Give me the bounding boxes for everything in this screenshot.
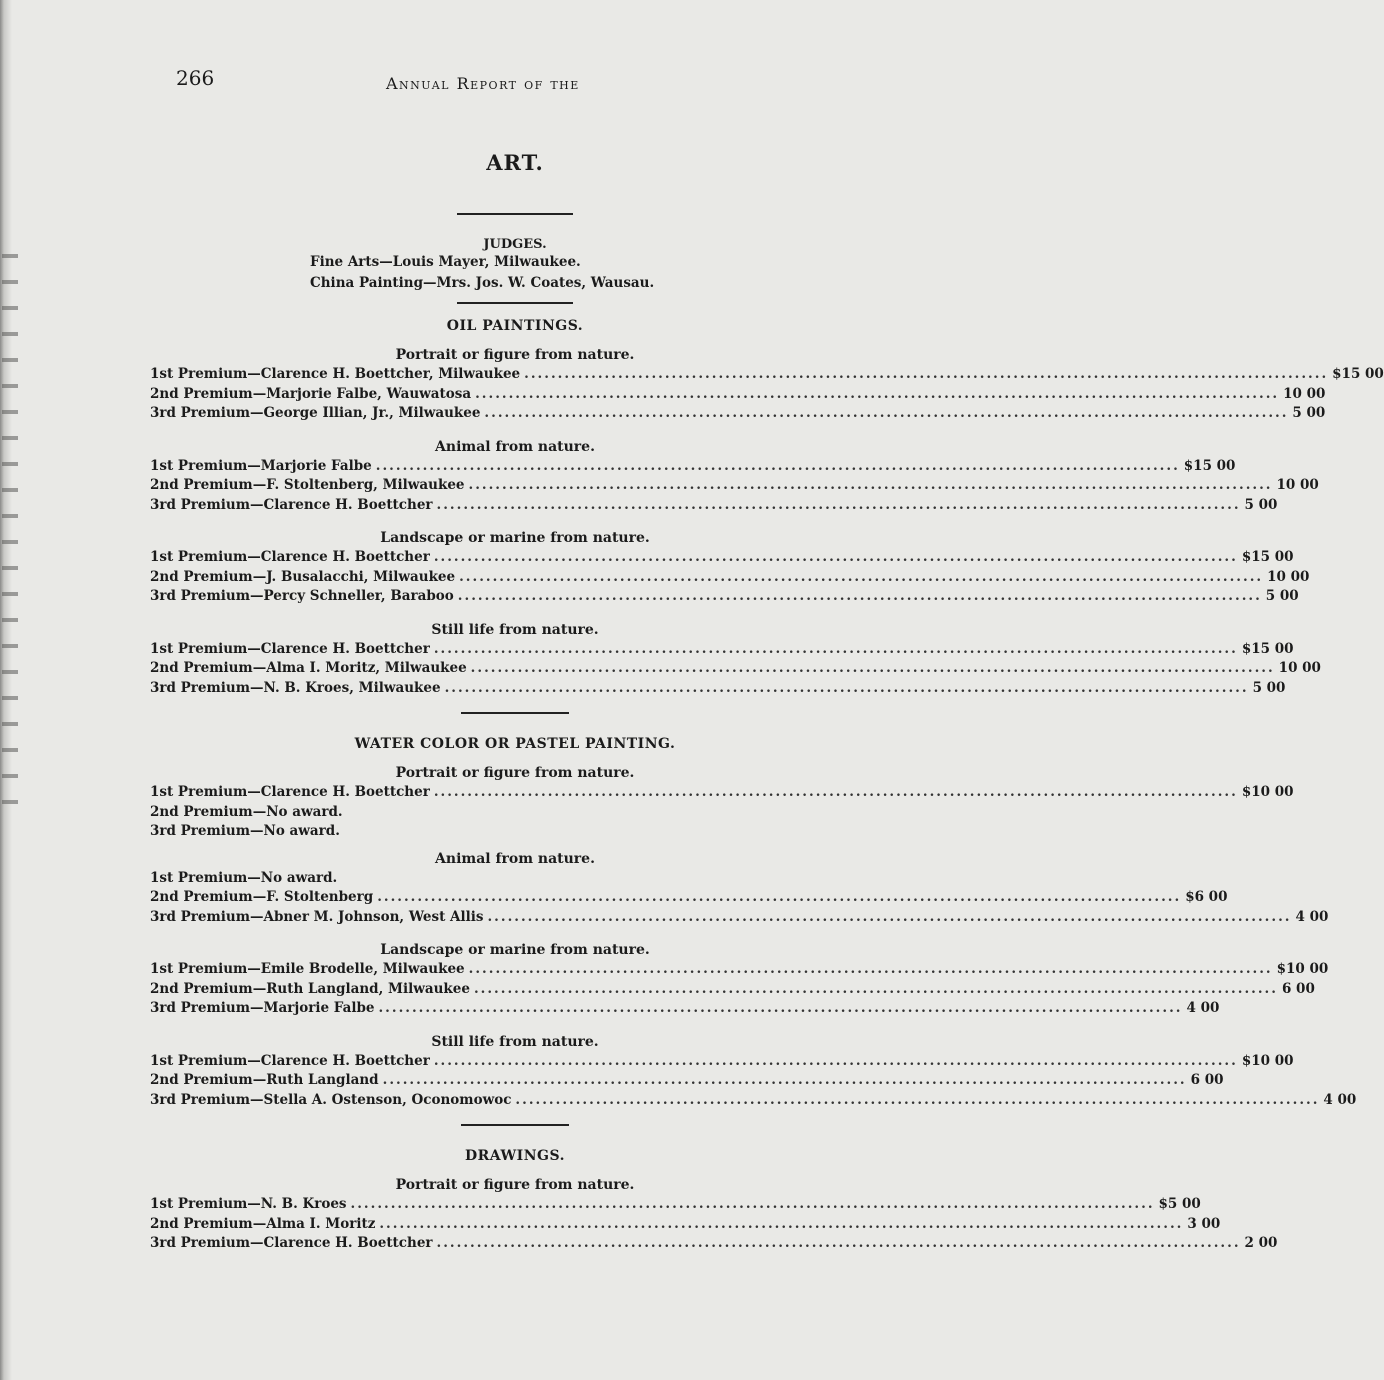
leader-dots: ........................................................................................................................	[382, 1072, 1187, 1088]
award-amount: $6 00	[1185, 889, 1228, 905]
leader-dots: ........................................................................................................................	[378, 1000, 1183, 1016]
group-heading: Landscape or marine from nature.	[380, 530, 650, 546]
award-label: 3rd Premium—Clarence H. Boettcher	[150, 496, 433, 513]
leader-dots: ........................................................................................................................	[433, 640, 1238, 657]
page-number: 266	[176, 66, 215, 90]
judge-line: Fine Arts—Louis Mayer, Milwaukee.	[310, 254, 581, 270]
award-label: 2nd Premium—Alma I. Moritz	[150, 1215, 376, 1232]
award-amount: 6 00	[1281, 980, 1315, 997]
leader-dots: ........................................................................................................................	[379, 1215, 1184, 1232]
award-amount: 10 00	[1276, 477, 1319, 493]
leader-dots: ........................................................................................................................	[350, 1196, 1155, 1212]
divider	[461, 1124, 569, 1126]
divider	[461, 712, 569, 714]
award-group	[150, 764, 1294, 842]
award-group	[150, 941, 1329, 1019]
leader-dots: ........................................................................................................................	[468, 477, 1273, 493]
award-amount: $5 00	[1158, 1196, 1201, 1212]
award-label: 1st Premium—Marjorie Falbe	[150, 457, 372, 474]
award-entry	[150, 457, 1236, 477]
divider	[457, 302, 573, 304]
leader-dots: ........................................................................................................................	[377, 889, 1182, 905]
leader-dots: ........................................................................................................................	[457, 588, 1262, 604]
page-content	[150, 150, 1384, 1268]
award-label: 1st Premium—Clarence H. Boettcher	[150, 1052, 430, 1069]
group-heading: Landscape or marine from nature.	[380, 942, 650, 958]
award-label: 2nd Premium—No award.	[150, 803, 343, 820]
section-oil-paintings	[150, 318, 1384, 698]
award-entry	[150, 783, 1294, 803]
award-amount: $15 00	[1332, 366, 1384, 382]
award-label: 1st Premium—Emile Brodelle, Milwaukee	[150, 961, 465, 977]
award-label: 2nd Premium—Marjorie Falbe, Wauwatosa	[150, 385, 472, 402]
group-heading: Animal from nature.	[435, 850, 595, 867]
award-amount: $10 00	[1241, 784, 1294, 800]
section-water-color	[150, 736, 1357, 1110]
leader-dots: ........................................................................................................................	[473, 980, 1278, 997]
award-entry	[150, 960, 1329, 980]
award-entry	[150, 1091, 1357, 1111]
award-entry	[150, 476, 1319, 496]
award-amount: 4 00	[1295, 908, 1329, 925]
award-entry	[150, 640, 1294, 660]
group-heading: Still life from nature.	[431, 621, 599, 638]
award-entry	[150, 365, 1384, 385]
award-entry	[150, 1071, 1224, 1091]
award-label: 1st Premium—Clarence H. Boettcher	[150, 640, 430, 657]
award-label: 2nd Premium—J. Busalacchi, Milwaukee	[150, 568, 456, 585]
judges-block	[150, 237, 880, 294]
award-amount: 4 00	[1323, 1091, 1357, 1108]
section-heading: WATER COLOR OR PASTEL PAINTING.	[354, 736, 676, 752]
award-label: 3rd Premium—Stella A. Ostenson, Oconomowoc	[150, 1091, 512, 1108]
award-amount: 10 00	[1278, 660, 1321, 676]
binding-marks	[2, 240, 18, 820]
running-head: Annual Report of the	[386, 74, 580, 93]
award-group	[150, 1176, 1278, 1254]
award-amount: 3 00	[1187, 1215, 1221, 1232]
award-group	[150, 1033, 1357, 1111]
page-header	[176, 66, 736, 96]
award-entry	[150, 659, 1321, 679]
leader-dots: ........................................................................................................................	[475, 385, 1280, 402]
divider	[457, 213, 573, 215]
leader-dots: ........................................................................................................................	[436, 1235, 1241, 1251]
group-heading: Animal from nature.	[435, 438, 595, 455]
award-entry	[150, 1234, 1278, 1254]
award-group	[150, 850, 1329, 928]
award-entry	[150, 1052, 1294, 1072]
award-label: 2nd Premium—F. Stoltenberg, Milwaukee	[150, 477, 465, 493]
section-drawings	[150, 1148, 1278, 1254]
award-amount: 6 00	[1190, 1072, 1224, 1088]
award-label: 1st Premium—Clarence H. Boettcher, Milwaukee	[150, 366, 521, 382]
award-amount: 4 00	[1186, 1000, 1220, 1016]
award-amount: 5 00	[1265, 588, 1299, 604]
award-label: 3rd Premium—George Illian, Jr., Milwaukee	[150, 405, 481, 421]
award-entry	[150, 908, 1329, 928]
award-group	[150, 529, 1310, 607]
leader-dots: ........................................................................................................................	[436, 496, 1241, 513]
leader-dots: ........................................................................................................................	[484, 405, 1289, 421]
award-amount: 2 00	[1244, 1235, 1278, 1251]
award-amount: 10 00	[1267, 568, 1310, 585]
award-entry	[150, 568, 1310, 588]
award-group	[150, 621, 1321, 699]
award-entry	[150, 587, 1299, 607]
award-label: 3rd Premium—No award.	[150, 823, 340, 839]
leader-dots: ........................................................................................................................	[524, 366, 1329, 382]
judge-line: China Painting—Mrs. Jos. W. Coates, Wausau.	[310, 275, 655, 291]
award-group	[150, 438, 1319, 516]
award-label: 1st Premium—Clarence H. Boettcher	[150, 549, 430, 565]
leader-dots: ........................................................................................................................	[515, 1091, 1320, 1108]
leader-dots: ........................................................................................................................	[468, 961, 1273, 977]
page-title: ART.	[486, 150, 544, 175]
group-heading: Portrait or figure from nature.	[395, 1177, 635, 1193]
award-label: 1st Premium—N. B. Kroes	[150, 1196, 347, 1212]
section-heading: OIL PAINTINGS.	[446, 318, 584, 334]
award-group	[150, 346, 1384, 424]
award-label: 3rd Premium—Abner M. Johnson, West Allis	[150, 908, 484, 925]
award-entry	[150, 999, 1220, 1019]
judges-heading: JUDGES.	[483, 237, 547, 252]
leader-dots: ........................................................................................................................	[444, 679, 1249, 696]
leader-dots: ........................................................................................................................	[375, 457, 1180, 474]
award-entry	[150, 1195, 1201, 1215]
award-amount: 5 00	[1244, 496, 1278, 513]
award-amount: $10 00	[1241, 1052, 1294, 1069]
group-heading: Portrait or figure from nature.	[395, 347, 635, 363]
award-entry	[150, 385, 1326, 405]
award-label: 1st Premium—Clarence H. Boettcher	[150, 784, 430, 800]
award-amount: 5 00	[1252, 679, 1286, 696]
award-label: 2nd Premium—Ruth Langland, Milwaukee	[150, 980, 470, 997]
section-heading: DRAWINGS.	[465, 1148, 565, 1164]
leader-dots: ........................................................................................................................	[459, 568, 1264, 585]
award-label: 1st Premium—No award.	[150, 869, 338, 886]
leader-dots: ........................................................................................................................	[470, 660, 1275, 676]
leader-dots: ........................................................................................................................	[433, 549, 1238, 565]
group-heading: Still life from nature.	[431, 1033, 599, 1050]
award-entry	[150, 803, 870, 823]
leader-dots: ........................................................................................................................	[433, 1052, 1238, 1069]
award-amount: $15 00	[1241, 549, 1294, 565]
leader-dots: ........................................................................................................................	[433, 784, 1238, 800]
award-label: 3rd Premium—Marjorie Falbe	[150, 1000, 375, 1016]
award-amount: $15 00	[1183, 457, 1236, 474]
award-entry	[150, 869, 870, 889]
award-label: 2nd Premium—Alma I. Moritz, Milwaukee	[150, 660, 467, 676]
award-amount: 10 00	[1283, 385, 1326, 402]
award-entry	[150, 822, 870, 842]
award-label: 3rd Premium—Percy Schneller, Baraboo	[150, 588, 454, 604]
award-label: 3rd Premium—Clarence H. Boettcher	[150, 1235, 433, 1251]
leader-dots: ........................................................................................................................	[487, 908, 1292, 925]
award-entry	[150, 679, 1286, 699]
award-entry	[150, 888, 1228, 908]
award-entry	[150, 980, 1315, 1000]
award-label: 3rd Premium—N. B. Kroes, Milwaukee	[150, 679, 441, 696]
award-amount: $15 00	[1241, 640, 1294, 657]
award-amount: 5 00	[1292, 405, 1326, 421]
group-heading: Portrait or figure from nature.	[395, 765, 635, 781]
award-entry	[150, 1215, 1221, 1235]
award-label: 2nd Premium—Ruth Langland	[150, 1072, 379, 1088]
award-label: 2nd Premium—F. Stoltenberg	[150, 889, 374, 905]
award-entry	[150, 404, 1326, 424]
award-entry	[150, 548, 1294, 568]
award-entry	[150, 496, 1278, 516]
award-amount: $10 00	[1276, 961, 1329, 977]
